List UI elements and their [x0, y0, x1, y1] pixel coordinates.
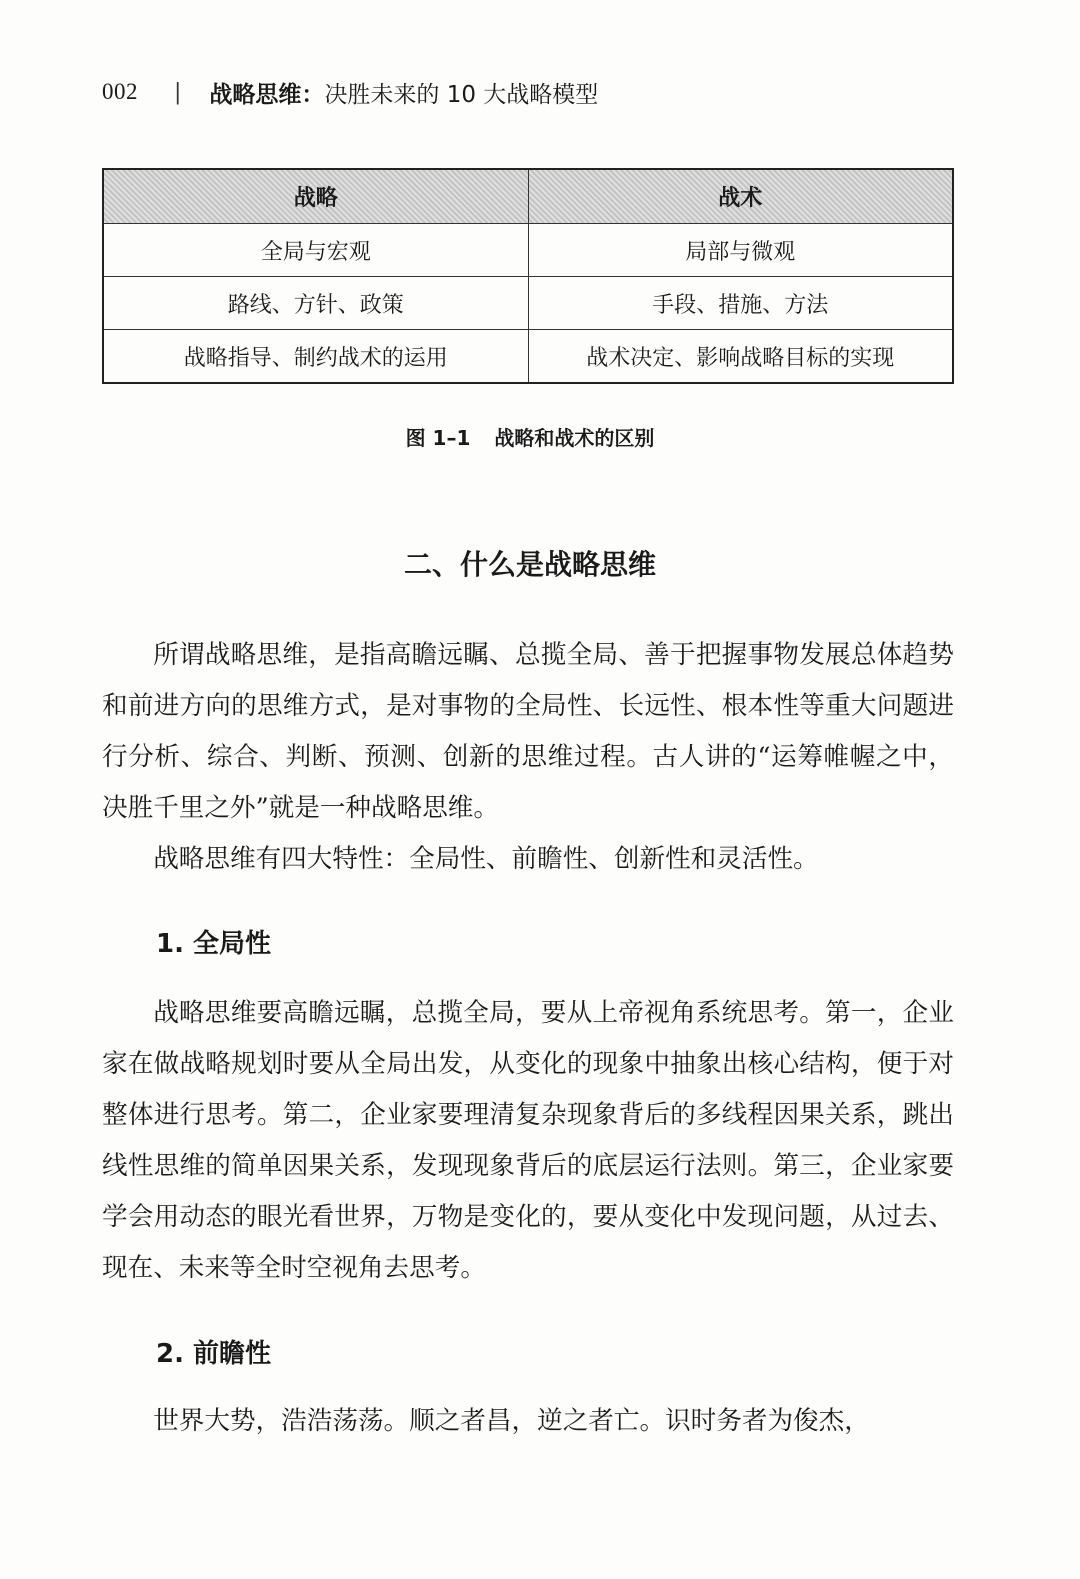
table-row [103, 224, 953, 277]
book-title: 战略思维： [209, 81, 325, 108]
table-cell: 全局与宏观 [103, 224, 528, 277]
figure-caption [0, 422, 1060, 451]
subheading-foresight: 2. 前瞻性 [156, 1339, 272, 1369]
table-cell: 路线、方针、政策 [103, 277, 528, 330]
table-cell: 战略指导、制约战术的运用 [103, 330, 528, 384]
subheading-overall: 1. 全局性 [156, 929, 272, 959]
paragraph-intro: 所谓战略思维，是指高瞻远瞩、总揽全局、善于把握事物发展总体趋势和前进方向的思维方式，是对事物的全局性、长远性、根本性等重大问题进行分析、综合、判断、预测、创新的思维过程。古人讲的“运筹帷幄之中，决胜千里之外”就是一种战略思维。 [102, 640, 954, 823]
page-number: 002 [102, 79, 138, 104]
table-header-strategy: 战略 [103, 169, 528, 224]
book-subtitle: 决胜未来的 10 大战略模型 [324, 81, 599, 108]
paragraph-overall: 战略思维要高瞻远瞩，总揽全局，要从上帝视角系统思考。第一，企业家在做战略规划时要从全局出发，从变化的现象中抽象出核心结构，便于对整体进行思考。第二，企业家要理清复杂现象背后的多线程因果关系，跳出线性思维的简单因果关系，发现现象背后的底层运行法则。第三，企业家要学会用动态的眼光看世界，万物是变化的，要从变化中发现问题，从过去、现在、未来等全时空视角去思考。 [102, 998, 954, 1283]
running-header [102, 74, 598, 110]
table-row [103, 277, 953, 330]
figure-caption-text: 战略和战术的区别 [494, 426, 655, 450]
strategy-tactics-table [102, 168, 954, 384]
table-header-tactics: 战术 [528, 169, 953, 224]
table-row [103, 330, 953, 384]
table-cell: 战术决定、影响战略目标的实现 [528, 330, 953, 384]
paragraph-traits: 战略思维有四大特性：全局性、前瞻性、创新性和灵活性。 [153, 844, 819, 874]
table-cell: 手段、措施、方法 [528, 277, 953, 330]
table-header-row [103, 169, 953, 224]
section-title: 二、什么是战略思维 [403, 548, 656, 581]
header-separator: | [174, 79, 182, 105]
paragraph-foresight: 世界大势，浩浩荡荡。顺之者昌，逆之者亡。识时务者为俊杰， [153, 1406, 870, 1436]
table-cell: 局部与微观 [528, 224, 953, 277]
figure-number: 图 1–1 [405, 426, 471, 450]
